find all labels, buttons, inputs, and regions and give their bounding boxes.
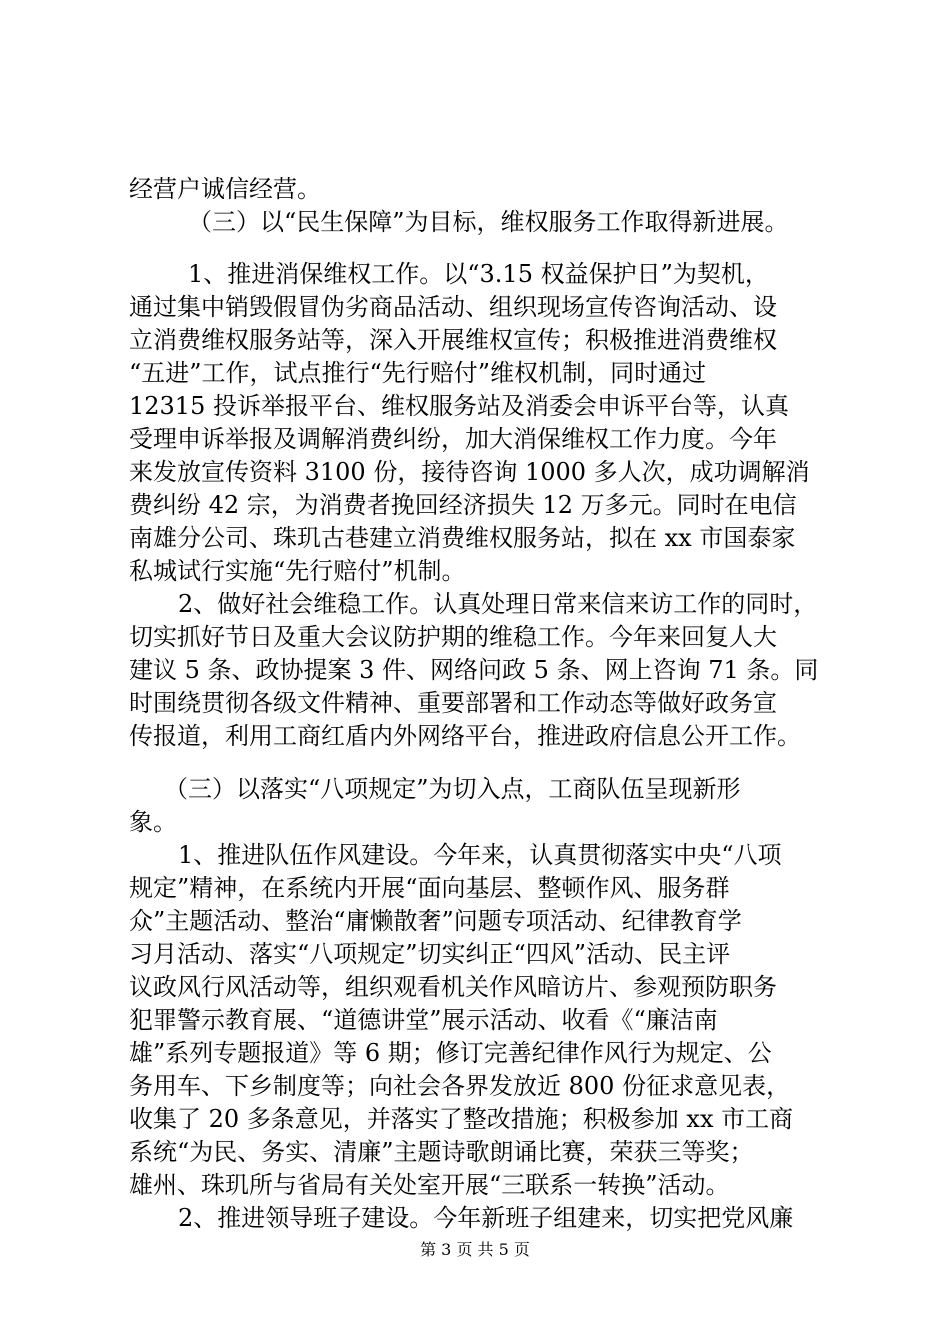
body-line-30: 雄州、珠玑所与省局有关处室开展“三联系一转换”活动。 [129,1171,730,1199]
body-line-24: 议政风行风活动等，组织观看机关作风暗访片、参观预防职务 [129,973,777,1001]
body-line-10: 费纠纷 42 宗，为消费者挽回经济损失 12 万多元。同时在电信 [129,491,797,519]
body-line-19: 象。 [129,808,177,836]
body-line-25: 犯罪警示教育展、“道德讲堂”展示活动、收看《“廉洁南 [129,1006,718,1034]
body-line-16: 时围绕贯彻各级文件精神、重要部署和工作动态等做好政务宣 [129,689,777,717]
section-heading-3b: （三）以落实“八项规定”为切入点，工商队伍呈现新形 [164,775,741,803]
body-line-4: 通过集中销毁假冒伪劣商品活动、组织现场宣传咨询活动、设 [129,293,777,321]
body-line-23: 习月活动、落实“八项规定”切实纠正“四风”活动、民主评 [129,940,731,968]
body-line-20: 1、推进队伍作风建设。今年来，认真贯彻落实中央“八项 [178,841,782,869]
body-line-8: 受理申诉举报及调解消费纠纷，加大消保维权工作力度。今年 [129,425,777,453]
section-heading-3a: （三）以“民生保障”为目标，维权服务工作取得新进展。 [188,208,789,236]
body-line-27: 务用车、下乡制度等；向社会各界发放近 800 份征求意见表， [129,1072,791,1100]
body-line-22: 众”主题活动、整治“庸懒散奢”问题专项活动、纪律教育学 [129,907,742,935]
body-line-9: 来发放宣传资料 3100 份，接待咨询 1000 多人次，成功调解消 [129,458,810,486]
body-line-29: 系统“为民、务实、清廉”主题诗歌朗诵比赛，荣获三等奖； [129,1138,754,1166]
body-line-21: 规定”精神，在系统内开展“面向基层、整顿作风、服务群 [129,874,730,902]
body-line-1: 经营户诚信经营。 [129,175,321,203]
body-line-28: 收集了 20 多条意见，并落实了整改措施；积极参加 xx 市工商 [129,1105,794,1133]
body-line-17: 传报道，利用工商红盾内外网络平台，推进政府信息公开工作。 [129,722,801,750]
body-line-12: 私城试行实施“先行赔付”机制。 [129,557,466,585]
body-line-11: 南雄分公司、珠玑古巷建立消费维权服务站，拟在 xx 市国泰家 [129,524,796,552]
body-line-14: 切实抓好节日及重大会议防护期的维稳工作。今年来回复人大 [129,623,777,651]
body-line-15: 建议 5 条、政协提案 3 件、网络问政 5 条、网上咨询 71 条。同 [129,656,819,684]
page-number-footer: 第 3 页 共 5 页 [420,1240,530,1259]
body-line-31: 2、推进领导班子建设。今年新班子组建来，切实把党风廉 [178,1204,794,1232]
body-line-26: 雄”系列专题报道》等 6 期；修订完善纪律作风行为规定、公 [129,1039,772,1067]
body-line-7: 12315 投诉举报平台、维权服务站及消委会申诉平台等，认真 [129,392,789,420]
body-line-5: 立消费维权服务站等，深入开展维权宣传；积极推进消费维权 [129,326,777,354]
body-line-3: 1、推进消保维权工作。以“3.15 权益保护日”为契机， [188,260,769,288]
body-line-6: “五进”工作，试点推行“先行赔付”维权机制，同时通过 [129,359,707,387]
body-line-13: 2、做好社会维稳工作。认真处理日常来信来访工作的同时， [178,590,818,618]
